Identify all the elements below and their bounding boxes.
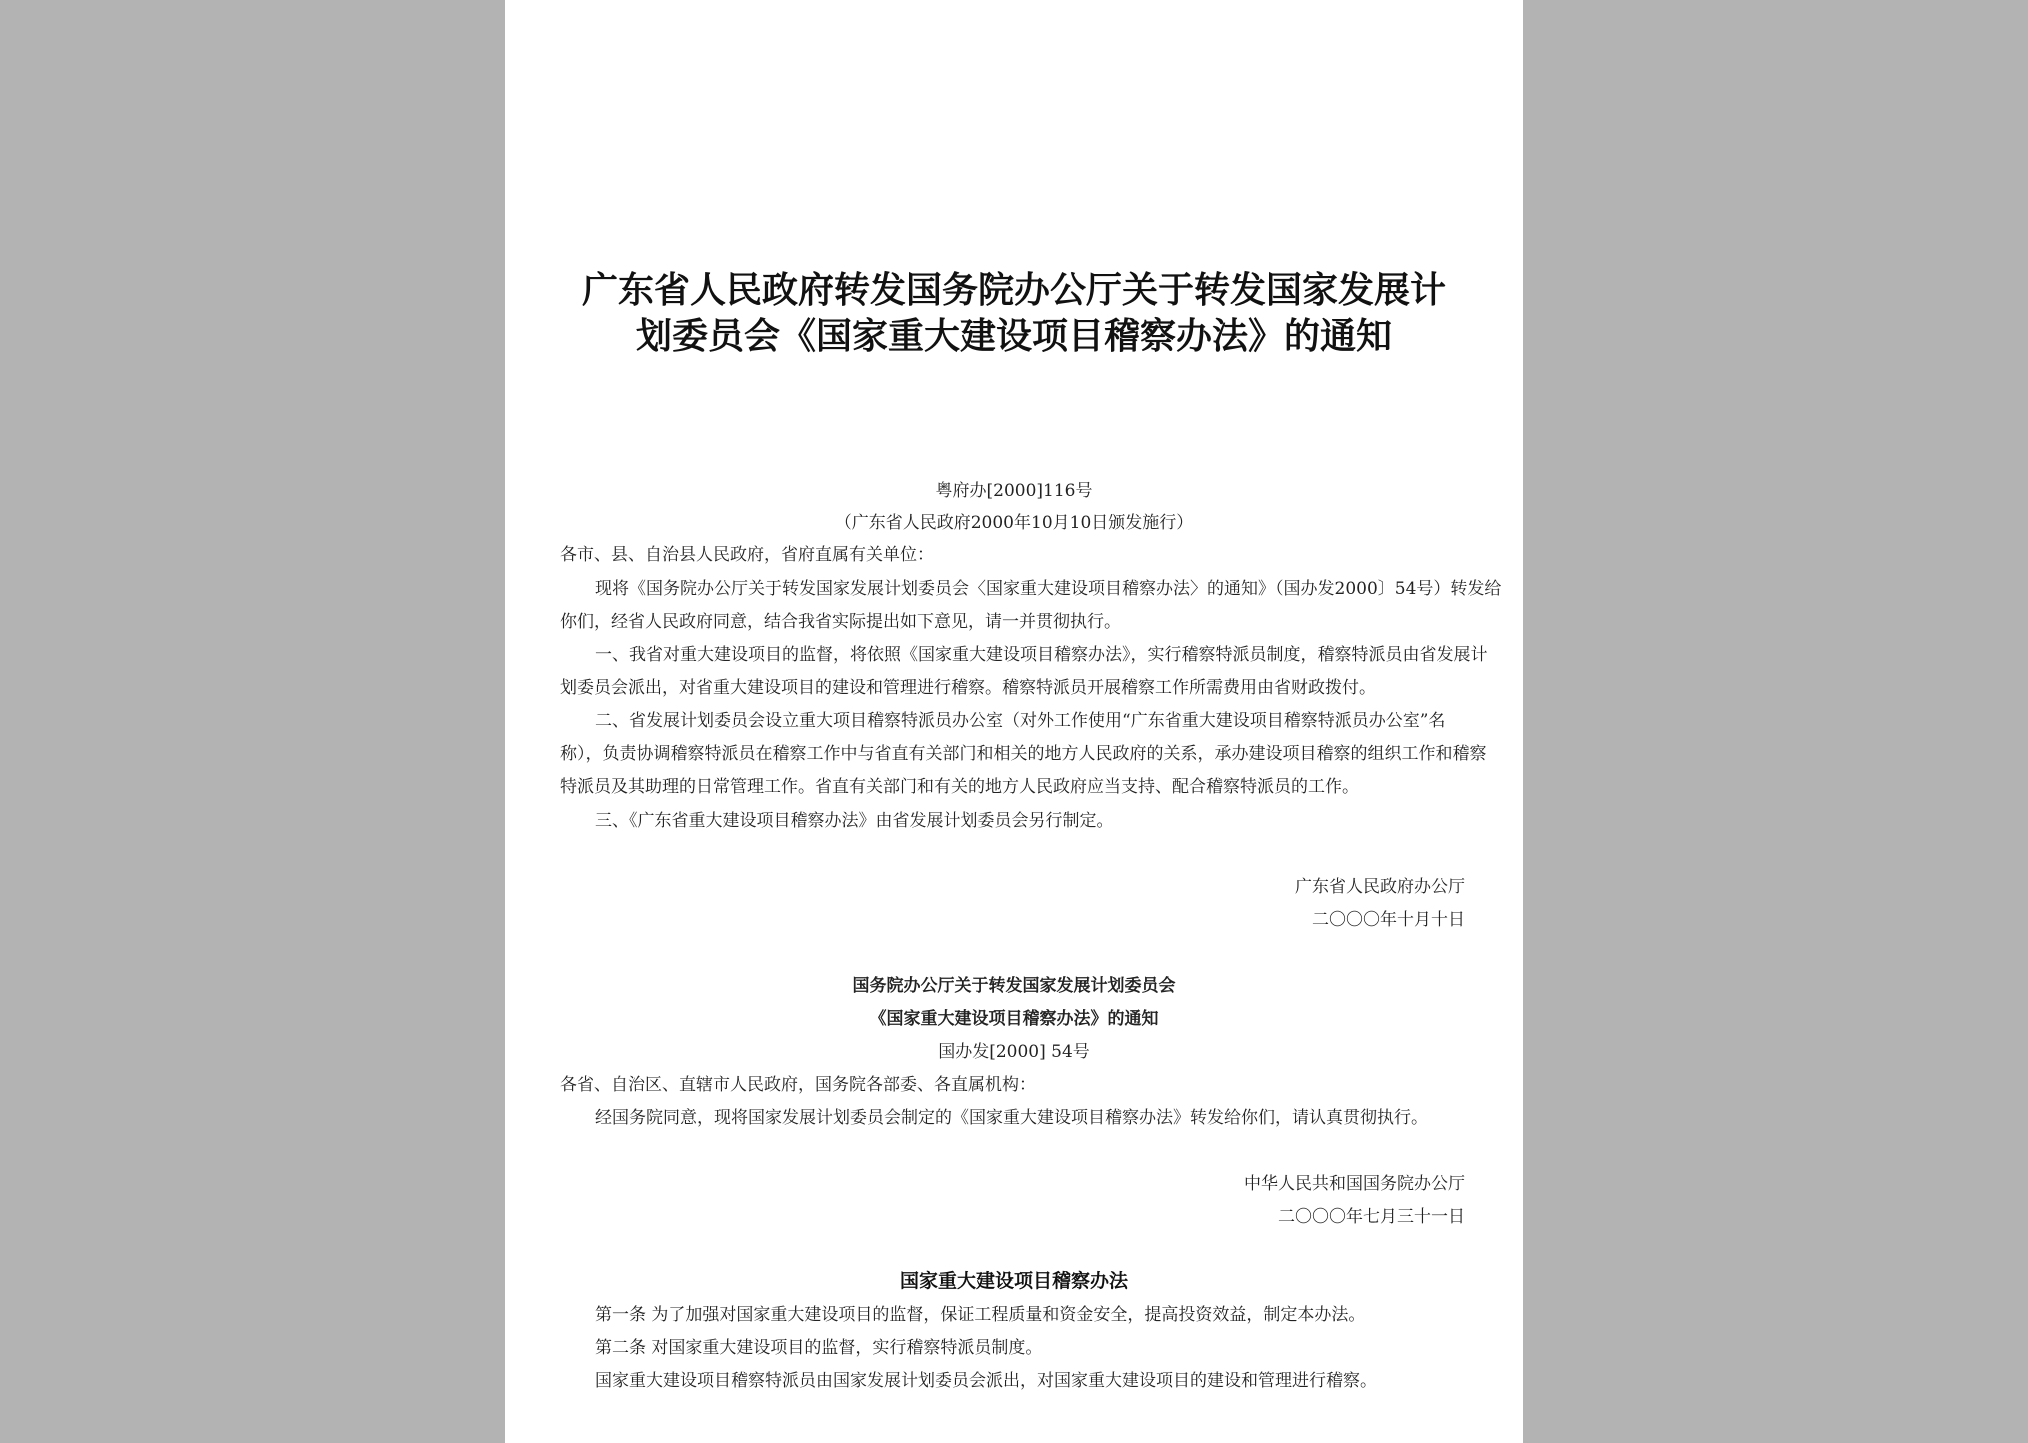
measures-title: 国家重大建设项目稽察办法	[899, 1270, 1128, 1292]
sub-notice-number: 国办发[2000] 54号	[938, 1042, 1090, 1062]
document-page	[505, 0, 1523, 1443]
sub-notice-addressee: 各省、自治区、直辖市人民政府，国务院各部委、各直属机构：	[560, 1075, 1036, 1095]
paragraph-1-line2: 你们，经省人民政府同意，结合我省实际提出如下意见，请一并贯彻执行。	[560, 612, 1121, 632]
sub-notice-title-line1: 国务院办公厅关于转发国家发展计划委员会	[852, 976, 1176, 996]
date-2: 二〇〇〇年七月三十一日	[1278, 1207, 1465, 1227]
item-2-line1: 二、省发展计划委员会设立重大项目稽察特派员办公室（对外工作使用“广东省重大建设项目稽察特派员办公室”名	[595, 711, 1446, 731]
addressee: 各市、县、自治县人民政府，省府直属有关单位：	[560, 545, 934, 565]
article-2: 第二条 对国家重大建设项目的监督，实行稽察特派员制度。	[595, 1338, 1043, 1358]
article-2-continued: 国家重大建设项目稽察特派员由国家发展计划委员会派出，对国家重大建设项目的建设和管理进行稽察。	[595, 1371, 1377, 1391]
item-1-line1: 一、我省对重大建设项目的监督，将依照《国家重大建设项目稽察办法》，实行稽察特派员制度，稽察特派员由省发展计	[595, 645, 1488, 665]
item-1-line2: 划委员会派出，对省重大建设项目的建设和管理进行稽察。稽察特派员开展稽察工作所需费用由省财政拨付。	[560, 678, 1376, 698]
signer-2: 中华人民共和国国务院办公厅	[1244, 1174, 1465, 1194]
item-2-line2: 称），负责协调稽察特派员在稽察工作中与省直有关部门和相关的地方人民政府的关系，承办建设项目稽察的组织工作和稽察	[560, 744, 1487, 764]
item-2-line3: 特派员及其助理的日常管理工作。省直有关部门和有关的地方人民政府应当支持、配合稽察特派员的工作。	[560, 777, 1359, 797]
sub-notice-paragraph: 经国务院同意，现将国家发展计划委员会制定的《国家重大建设项目稽察办法》转发给你们，请认真贯彻执行。	[595, 1108, 1428, 1128]
item-3: 三、《广东省重大建设项目稽察办法》由省发展计划委员会另行制定。	[595, 811, 1114, 831]
signer-1: 广东省人民政府办公厅	[1295, 877, 1465, 897]
issue-note: （广东省人民政府2000年10月10日颁发施行）	[834, 513, 1194, 533]
document-number: 粤府办[2000]116号	[935, 481, 1093, 501]
document-title-line2: 划委员会《国家重大建设项目稽察办法》的通知	[635, 315, 1392, 357]
sub-notice-title-line2: 《国家重大建设项目稽察办法》的通知	[869, 1009, 1159, 1029]
date-1: 二〇〇〇年十月十日	[1312, 910, 1465, 930]
paragraph-1-line1: 现将《国务院办公厅关于转发国家发展计划委员会〈国家重大建设项目稽察办法〉的通知》（国办发2000〕54号）转发给	[595, 579, 1502, 599]
article-1: 第一条 为了加强对国家重大建设项目的监督，保证工程质量和资金安全，提高投资效益，制定本办法。	[595, 1305, 1366, 1325]
document-title-line1: 广东省人民政府转发国务院办公厅关于转发国家发展计	[581, 269, 1446, 311]
